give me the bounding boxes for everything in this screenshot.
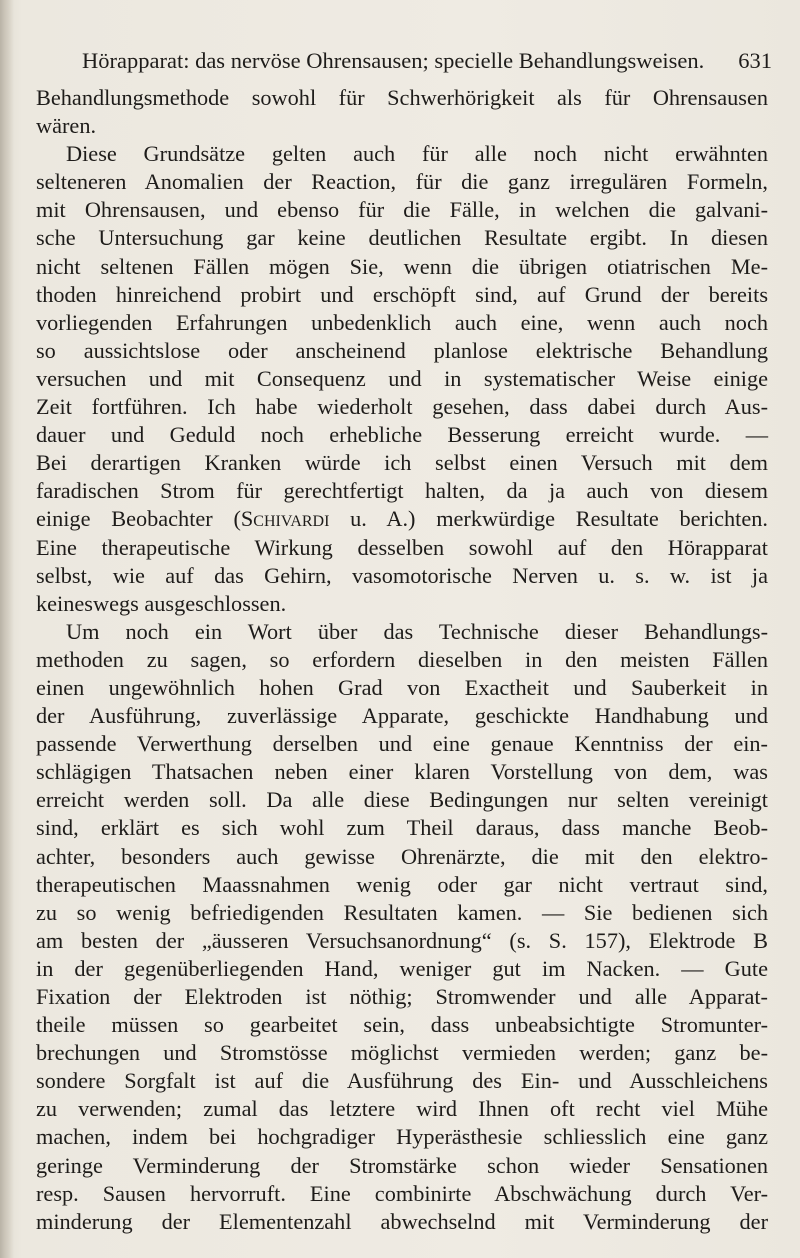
text-line: Um noch ein Wort über das Technische dieser Behandlungs- xyxy=(66,618,768,644)
text-line: sche Untersuchung gar keine deutlichen Resultate ergibt. In diesen xyxy=(36,225,768,251)
text-line: schlägigen Thatsachen neben einer klaren Vorstellung von dem, was xyxy=(36,759,768,785)
text-line: selbst, wie auf das Gehirn, vasomotorische Nerven u. s. w. ist ja xyxy=(36,562,768,588)
text-line: machen, indem bei hochgradiger Hyperästhesie schliesslich eine ganz xyxy=(36,1124,768,1150)
text-line: nicht seltenen Fällen mögen Sie, wenn die übrigen otiatrischen Me- xyxy=(36,253,768,279)
text-line: sondere Sorgfalt ist auf die Ausführung des Ein- und Ausschleichens xyxy=(36,1068,768,1094)
text-line: theile müssen so gearbeitet sein, dass unbeabsichtigte Stromunter- xyxy=(36,1012,768,1038)
text-line: resp. Sausen hervorruft. Eine combinirte Abschwächung durch Ver- xyxy=(36,1180,768,1206)
text-line: Diese Grundsätze gelten auch für alle noch nicht erwähnten xyxy=(66,141,768,167)
text-line: einige Beobachter (Schivardi u. A.) merkwürdige Resultate berichten. xyxy=(36,506,768,532)
running-head: Hörapparat: das nervöse Ohrensausen; specielle Behandlungsweisen. xyxy=(82,48,705,73)
text-line: mit Ohrensausen, und ebenso für die Fälle, in welchen die galvani- xyxy=(36,197,768,223)
text-line: Bei derartigen Kranken würde ich selbst einen Versuch mit dem xyxy=(36,450,768,476)
text-line: faradischen Strom für gerechtfertigt halten, da ja auch von diesem xyxy=(36,478,768,504)
text-line: sind, erklärt es sich wohl zum Theil daraus, dass manche Beob- xyxy=(36,815,768,841)
text-line: Eine therapeutische Wirkung desselben sowohl auf den Hörapparat xyxy=(36,534,768,560)
text-line: der Ausführung, zuverlässige Apparate, geschickte Handhabung und xyxy=(36,703,768,729)
text-line: Behandlungsmethode sowohl für Schwerhörigkeit als für Ohrensausen xyxy=(36,85,768,110)
text-line: am besten der „äusseren Versuchsanordnung“ (s. S. 157), Elektrode B xyxy=(36,927,768,953)
text-line: versuchen und mit Consequenz und in systematischer Weise einige xyxy=(36,365,768,391)
text-line: vorliegenden Erfahrungen unbedenklich auch eine, wenn auch noch xyxy=(36,309,768,335)
text-line: selteneren Anomalien der Reaction, für die ganz irregulären Formeln, xyxy=(36,169,768,195)
page-number: 631 xyxy=(738,48,772,73)
text-line: geringe Verminderung der Stromstärke schon wieder Sensationen xyxy=(36,1152,768,1178)
page-header xyxy=(82,46,772,76)
text-line: keineswegs ausgeschlossen. xyxy=(36,590,287,616)
text-line: Fixation der Elektroden ist nöthig; Stromwender und alle Apparat- xyxy=(36,984,768,1009)
page-binding-shadow xyxy=(0,0,14,1258)
text-line: passende Verwerthung derselben und eine genaue Kenntniss der ein- xyxy=(36,731,768,757)
text-line: zu verwenden; zumal das letztere wird Ihnen oft recht viel Mühe xyxy=(36,1096,768,1122)
text-line: so aussichtslose oder anscheinend planlose elektrische Behandlung xyxy=(36,337,768,363)
text-line: achter, besonders auch gewisse Ohrenärzte, die mit den elektro- xyxy=(36,843,768,869)
text-line: thoden hinreichend probirt und erschöpft sind, auf Grund der bereits xyxy=(36,281,768,307)
text-line: methoden zu sagen, so erfordern dieselben in den meisten Fällen xyxy=(36,646,768,672)
text-line: einen ungewöhnlich hohen Grad von Exactheit und Sauberkeit in xyxy=(36,674,768,700)
text-line: wären. xyxy=(36,113,97,139)
text-line: erreicht werden soll. Da alle diese Bedingungen nur selten vereinigt xyxy=(36,787,768,813)
text-line: Zeit fortführen. Ich habe wiederholt gesehen, dass dabei durch Aus- xyxy=(36,394,768,420)
text-line: dauer und Geduld noch erhebliche Besserung erreicht wurde. — xyxy=(36,422,768,448)
text-line: in der gegenüberliegenden Hand, weniger gut im Nacken. — Gute xyxy=(36,955,768,981)
text-line: zu so wenig befriedigenden Resultaten kamen. — Sie bedienen sich xyxy=(36,899,768,925)
author-name-smallcaps: Schivardi xyxy=(240,506,330,532)
text-line: minderung der Elementenzahl abwechselnd mit Verminderung der xyxy=(36,1208,768,1234)
body-text xyxy=(36,84,768,1236)
text-line: therapeutischen Maassnahmen wenig oder gar nicht vertraut sind, xyxy=(36,871,768,897)
text-line: brechungen und Stromstösse möglichst vermieden werden; ganz be- xyxy=(36,1040,768,1066)
